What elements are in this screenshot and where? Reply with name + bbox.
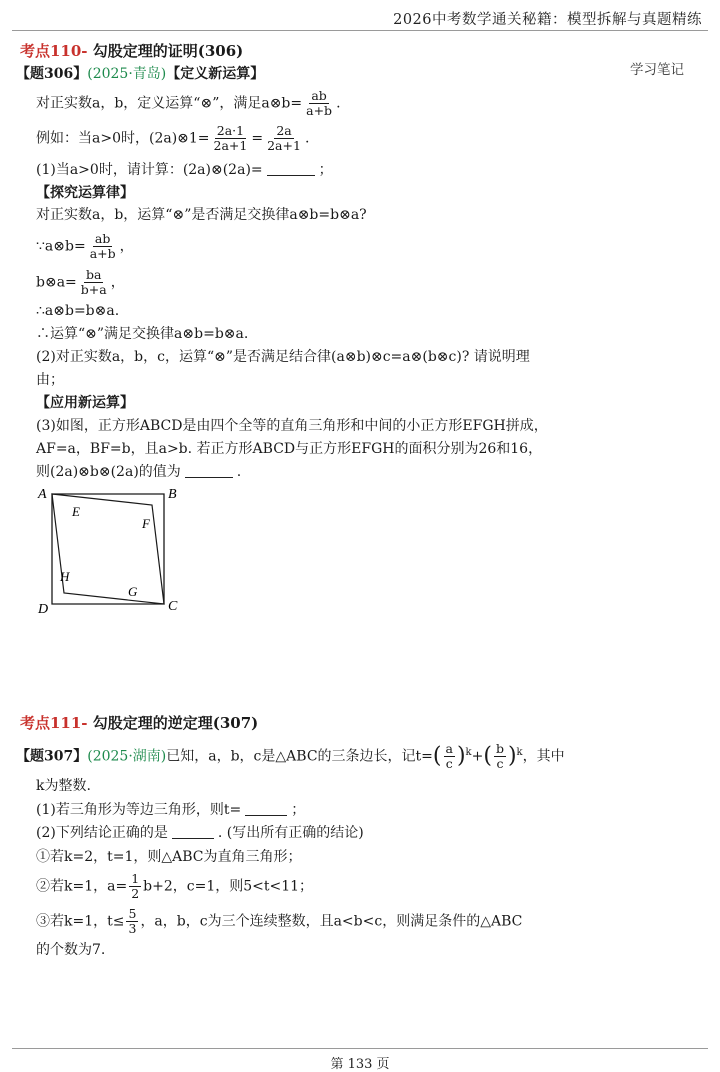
conclusion-3-end: ，a，b，c为三个连续整数，且a<b<c，则满足条件的△ABC: [140, 913, 523, 930]
q306-part3-text: 则(2a)⊗b⊗(2a)的值为: [36, 464, 181, 480]
q307-part1: [36, 800, 305, 820]
fraction-ab: [88, 232, 118, 261]
q306-part1: [36, 160, 333, 180]
q307-conclusion-3: [36, 907, 522, 936]
q307-part2-text: (2)下列结论正确的是: [36, 825, 168, 841]
section-explore: 【探究运算律】: [36, 185, 134, 201]
study-notes-label: 学习笔记: [630, 62, 684, 78]
q306-ba: [36, 268, 125, 297]
frac-num: b: [495, 741, 504, 756]
q307-conclusion-2: [36, 872, 313, 901]
frac-num: 2a: [276, 123, 292, 138]
frac-num: 5: [128, 906, 137, 921]
q306-therefore-1: ∴a⊗b=b⊗a.: [36, 303, 120, 319]
ba-text: b⊗a=: [36, 274, 77, 291]
topic-111-title: 勾股定理的逆定理(307): [87, 714, 259, 732]
frac-den: c: [496, 756, 504, 771]
label-d: D: [38, 602, 49, 615]
fraction-example-1: [212, 124, 250, 153]
plus-sign: +: [471, 748, 484, 765]
frac-num: ab: [94, 231, 111, 246]
conclusion-3-text: ③若k=1，t≤: [36, 913, 125, 930]
q306-therefore-2: ∴运算“⊗”满足交换律a⊗b=b⊗a.: [36, 326, 249, 342]
page-header-title: 2026中考数学通关秘籍：模型拆解与真题精练: [393, 12, 702, 28]
q307-source: (2025·湖南): [87, 748, 167, 765]
exponent-k: k: [465, 746, 472, 758]
label-c: C: [168, 599, 178, 614]
frac-den: 2a+1: [267, 138, 301, 153]
topic-110-title: 勾股定理的证明(306): [87, 42, 244, 60]
q306-part2-line1: (2)对正实数a，b，c，运算“⊗”是否满足结合律(a⊗b)⊗c=a⊗(b⊗c)? 请说明理: [36, 349, 530, 365]
paren-left: (: [483, 743, 492, 769]
q306-part2-line2: 由；: [36, 372, 64, 388]
semicolon: ；: [318, 162, 333, 178]
q306-part1-text: (1)当a>0时，请计算：(2a)⊗(2a)=: [36, 162, 263, 178]
topic-111-heading: [20, 712, 258, 733]
fraction-b-over-c: [494, 742, 506, 771]
fraction-ba: [79, 268, 109, 297]
frac-den: c: [445, 756, 453, 771]
frac-num: ba: [86, 267, 102, 282]
frac-num: 2a·1: [216, 123, 245, 138]
section-apply: 【应用新运算】: [36, 395, 134, 411]
topic-110-code: 考点110-: [20, 42, 88, 60]
q306-source: (2025·青岛): [87, 66, 167, 82]
answer-blank-306-3[interactable]: [185, 463, 233, 478]
frac-den: a+b: [89, 246, 116, 261]
q306-example: [36, 124, 309, 153]
q306-number: 【题306】: [16, 66, 88, 82]
frac-num: ab: [311, 88, 327, 103]
equals-sign: =: [251, 130, 264, 147]
frac-den: b+a: [80, 282, 107, 297]
frac-den: 3: [128, 921, 137, 936]
footer-rule: [12, 1048, 708, 1049]
q306-part3-line3: [36, 462, 241, 482]
q306-part3-line1: (3)如图，正方形ABCD是由四个全等的直角三角形和中间的小正方形EFGH拼成，: [36, 418, 548, 434]
period: .: [236, 464, 242, 480]
answer-blank-307-2[interactable]: [172, 824, 214, 839]
header-rule: [12, 30, 708, 31]
q307-intro-line2: k为整数.: [36, 778, 91, 794]
q307-intro: [16, 742, 565, 771]
q307-number: 【题307】: [16, 748, 88, 765]
exponent-k: k: [516, 746, 523, 758]
outer-square-abcd: [52, 494, 164, 604]
q307-conclusion-1: ①若k=2，t=1，则△ABC为直角三角形；: [36, 849, 302, 865]
q307-intro-text: 已知，a，b，c是△ABC的三条边长，记t=: [166, 748, 433, 765]
square-proof-figure: [30, 480, 190, 615]
period: .: [336, 95, 341, 112]
frac-den: 2: [131, 886, 140, 901]
paren-right: ): [507, 743, 517, 769]
fraction-ab-over-a-plus-b: [304, 89, 334, 118]
topic-110-heading: [20, 40, 243, 61]
answer-blank-307-1[interactable]: [245, 801, 287, 816]
q307-part2-end: . (写出所有正确的结论): [217, 825, 364, 841]
comma: ，: [110, 274, 125, 291]
because-text: ∵a⊗b=: [36, 238, 86, 255]
fraction-example-2: [265, 124, 303, 153]
label-g: G: [128, 584, 138, 599]
q306-part3-line2: AF=a，BF=b，且a>b. 若正方形ABCD与正方形EFGH的面积分别为26和16，: [36, 441, 543, 457]
pinwheel-lines: [52, 494, 164, 604]
fraction-a-over-c: [444, 742, 455, 771]
q307-conclusion-3-line2: 的个数为7.: [36, 942, 106, 958]
comma: ，: [119, 238, 134, 255]
q306-header: [16, 64, 264, 84]
q306-tag: 【定义新运算】: [166, 66, 265, 82]
semicolon: ；: [291, 802, 306, 818]
frac-num: a: [445, 741, 453, 756]
q306-because: [36, 232, 134, 261]
answer-blank-306-1[interactable]: [267, 161, 315, 176]
page-number: 第 133 页: [330, 1057, 390, 1072]
fraction-five-thirds: [126, 907, 138, 936]
conclusion-2-text: ②若k=1，a=: [36, 878, 128, 895]
paren-left: (: [432, 743, 442, 769]
fraction-one-half: [129, 872, 141, 901]
label-e: E: [72, 504, 80, 519]
frac-num: 1: [131, 871, 140, 886]
label-b: B: [168, 487, 177, 502]
paren-right: ): [456, 743, 466, 769]
conclusion-2-end: b+2，c=1，则5<t<11；: [143, 878, 314, 895]
q306-explore-question: 对正实数a，b，运算“⊗”是否满足交换律a⊗b=b⊗a?: [36, 207, 367, 223]
q307-part1-text: (1)若三角形为等边三角形，则t=: [36, 802, 242, 818]
q306-definition-text: 对正实数a，b，定义运算“⊗”，满足a⊗b=: [36, 95, 303, 112]
label-a: A: [38, 487, 47, 502]
q306-definition: [36, 89, 341, 118]
period: .: [304, 130, 310, 147]
q307-part2: [36, 823, 364, 843]
label-f: F: [142, 516, 150, 531]
frac-den: a+b: [306, 103, 333, 118]
topic-111-code: 考点111-: [20, 714, 88, 732]
q306-example-text: 例如：当a>0时，(2a)⊗1=: [36, 130, 210, 147]
label-h: H: [60, 569, 70, 584]
frac-den: 2a+1: [213, 138, 248, 153]
q307-intro-end: ，其中: [522, 748, 565, 765]
